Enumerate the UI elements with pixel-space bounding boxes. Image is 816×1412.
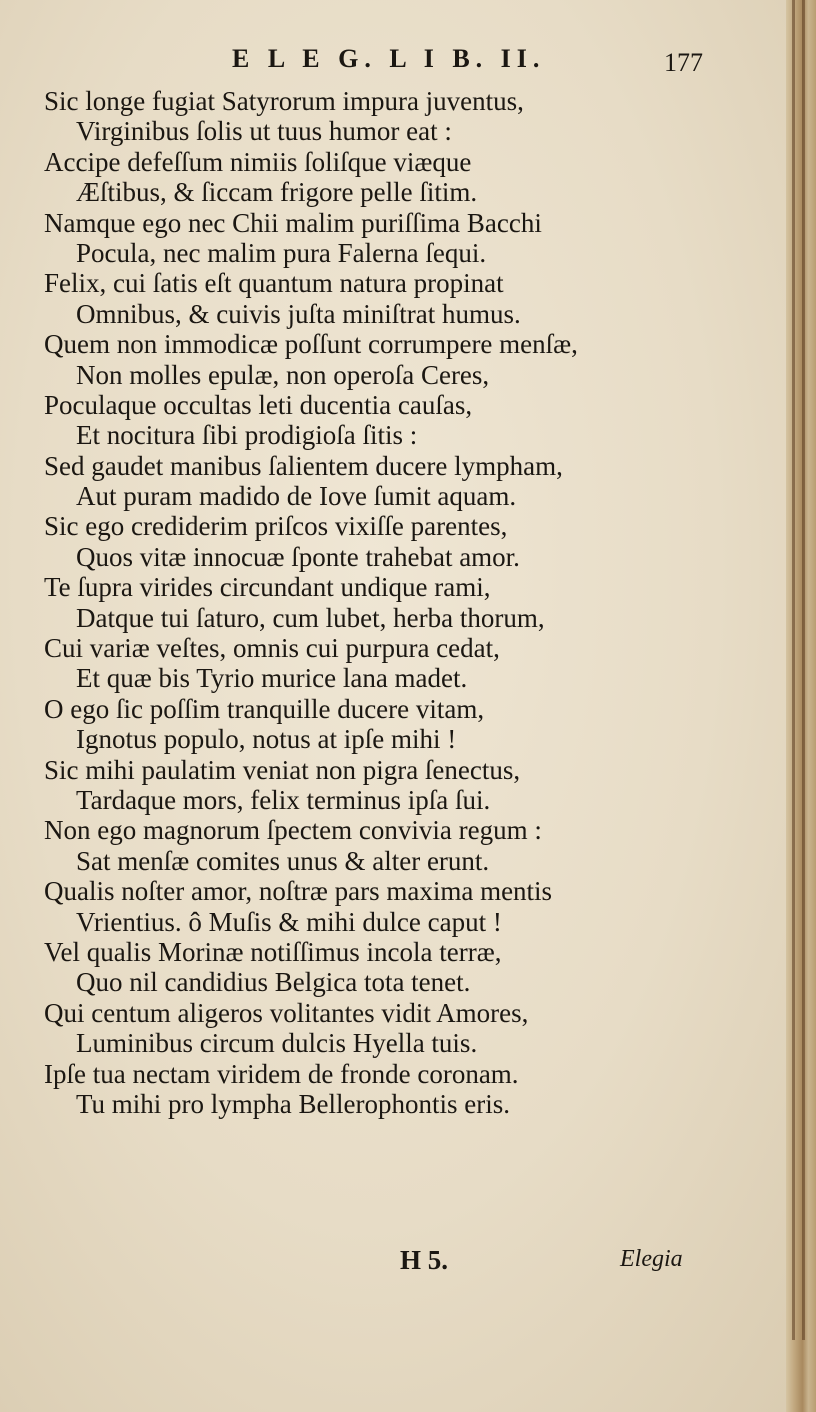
verse-line: Luminibus circum dulcis Hyella tuis.: [76, 1028, 478, 1059]
verse-line: Aut puram madido de Iove ſumit aquam.: [76, 481, 517, 512]
verse-line: Quo nil candidius Belgica tota tenet.: [76, 967, 471, 998]
verse-line: Qualis noſter amor, noſtræ pars maxima mentis: [44, 876, 553, 907]
verse-line: Pocula, nec malim pura Falerna ſequi.: [76, 237, 487, 268]
catchword: Elegia: [620, 1246, 683, 1272]
verse-line: Poculaque occultas leti ducentia cauſas,: [44, 389, 473, 420]
verse-line: O ego ſic poſſim tranquille ducere vitam,: [44, 693, 485, 724]
page-number: 177: [664, 48, 703, 77]
verse-line: Te ſupra virides circundant undique rami,: [44, 572, 491, 603]
verse-line: Tardaque mors, felix terminus ipſa ſui.: [76, 784, 491, 815]
verse-line: Tu mihi pro lympha Bellerophontis eris.: [76, 1088, 510, 1119]
verse-line: Namque ego nec Chii malim puriſſima Bacchi: [44, 207, 542, 238]
running-head: E L E G. L I B. II.: [232, 44, 546, 73]
verse-line: Æſtibus, & ſiccam frigore pelle ſitim.: [76, 177, 478, 208]
signature-mark: H 5.: [400, 1245, 449, 1275]
verse-line: Qui centum aligeros volitantes vidit Amores,: [44, 997, 529, 1028]
verse-line: Sed gaudet manibus ſalientem ducere lympham,: [44, 450, 563, 481]
verse-line: Datque tui ſaturo, cum lubet, herba thorum,: [76, 602, 545, 633]
verse-line: Sat menſæ comites unus & alter erunt.: [76, 845, 490, 876]
verse-line: Ipſe tua nectam viridem de fronde coronam.: [44, 1058, 519, 1089]
verse-line: Sic longe fugiat Satyrorum impura juventus,: [44, 86, 524, 116]
page-edge-line: [792, 0, 795, 1340]
verse-line: Quem non immodicæ poſſunt corrumpere menſæ,: [44, 329, 578, 360]
verse-line: Virginibus ſolis ut tuus humor eat :: [76, 116, 452, 147]
verse-block: [44, 86, 744, 1119]
page-edge-line: [802, 0, 805, 1340]
verse-line: Quos vitæ innocuæ ſponte trahebat amor.: [76, 541, 520, 572]
verse-line: Accipe defeſſum nimiis ſoliſque viæque: [44, 146, 472, 177]
verse-line: Ignotus populo, notus at ipſe mihi !: [76, 724, 457, 755]
page-edge: [786, 0, 816, 1412]
verse-line: Sic mihi paulatim veniat non pigra ſenectus,: [44, 754, 521, 785]
verse-line: Non molles epulæ, non operoſa Ceres,: [76, 359, 490, 390]
verse-line: Sic ego crediderim priſcos vixiſſe parentes,: [44, 511, 508, 542]
verse-line: Felix, cui ſatis eſt quantum natura propinat: [44, 268, 504, 299]
verse-line: Non ego magnorum ſpectem convivia regum :: [44, 815, 542, 846]
verse-line: Et nocitura ſibi prodigioſa ſitis :: [76, 420, 418, 451]
verse-line: Vel qualis Morinæ notiſſimus incola terræ,: [44, 936, 502, 967]
verse-line: Omnibus, & cuivis juſta miniſtrat humus.: [76, 298, 521, 329]
verse-line: Cui variæ veſtes, omnis cui purpura cedat,: [44, 633, 500, 664]
verse-line: Et quæ bis Tyrio murice lana madet.: [76, 663, 468, 694]
verse-line: Vrientius. ô Muſis & mihi dulce caput !: [76, 906, 502, 937]
